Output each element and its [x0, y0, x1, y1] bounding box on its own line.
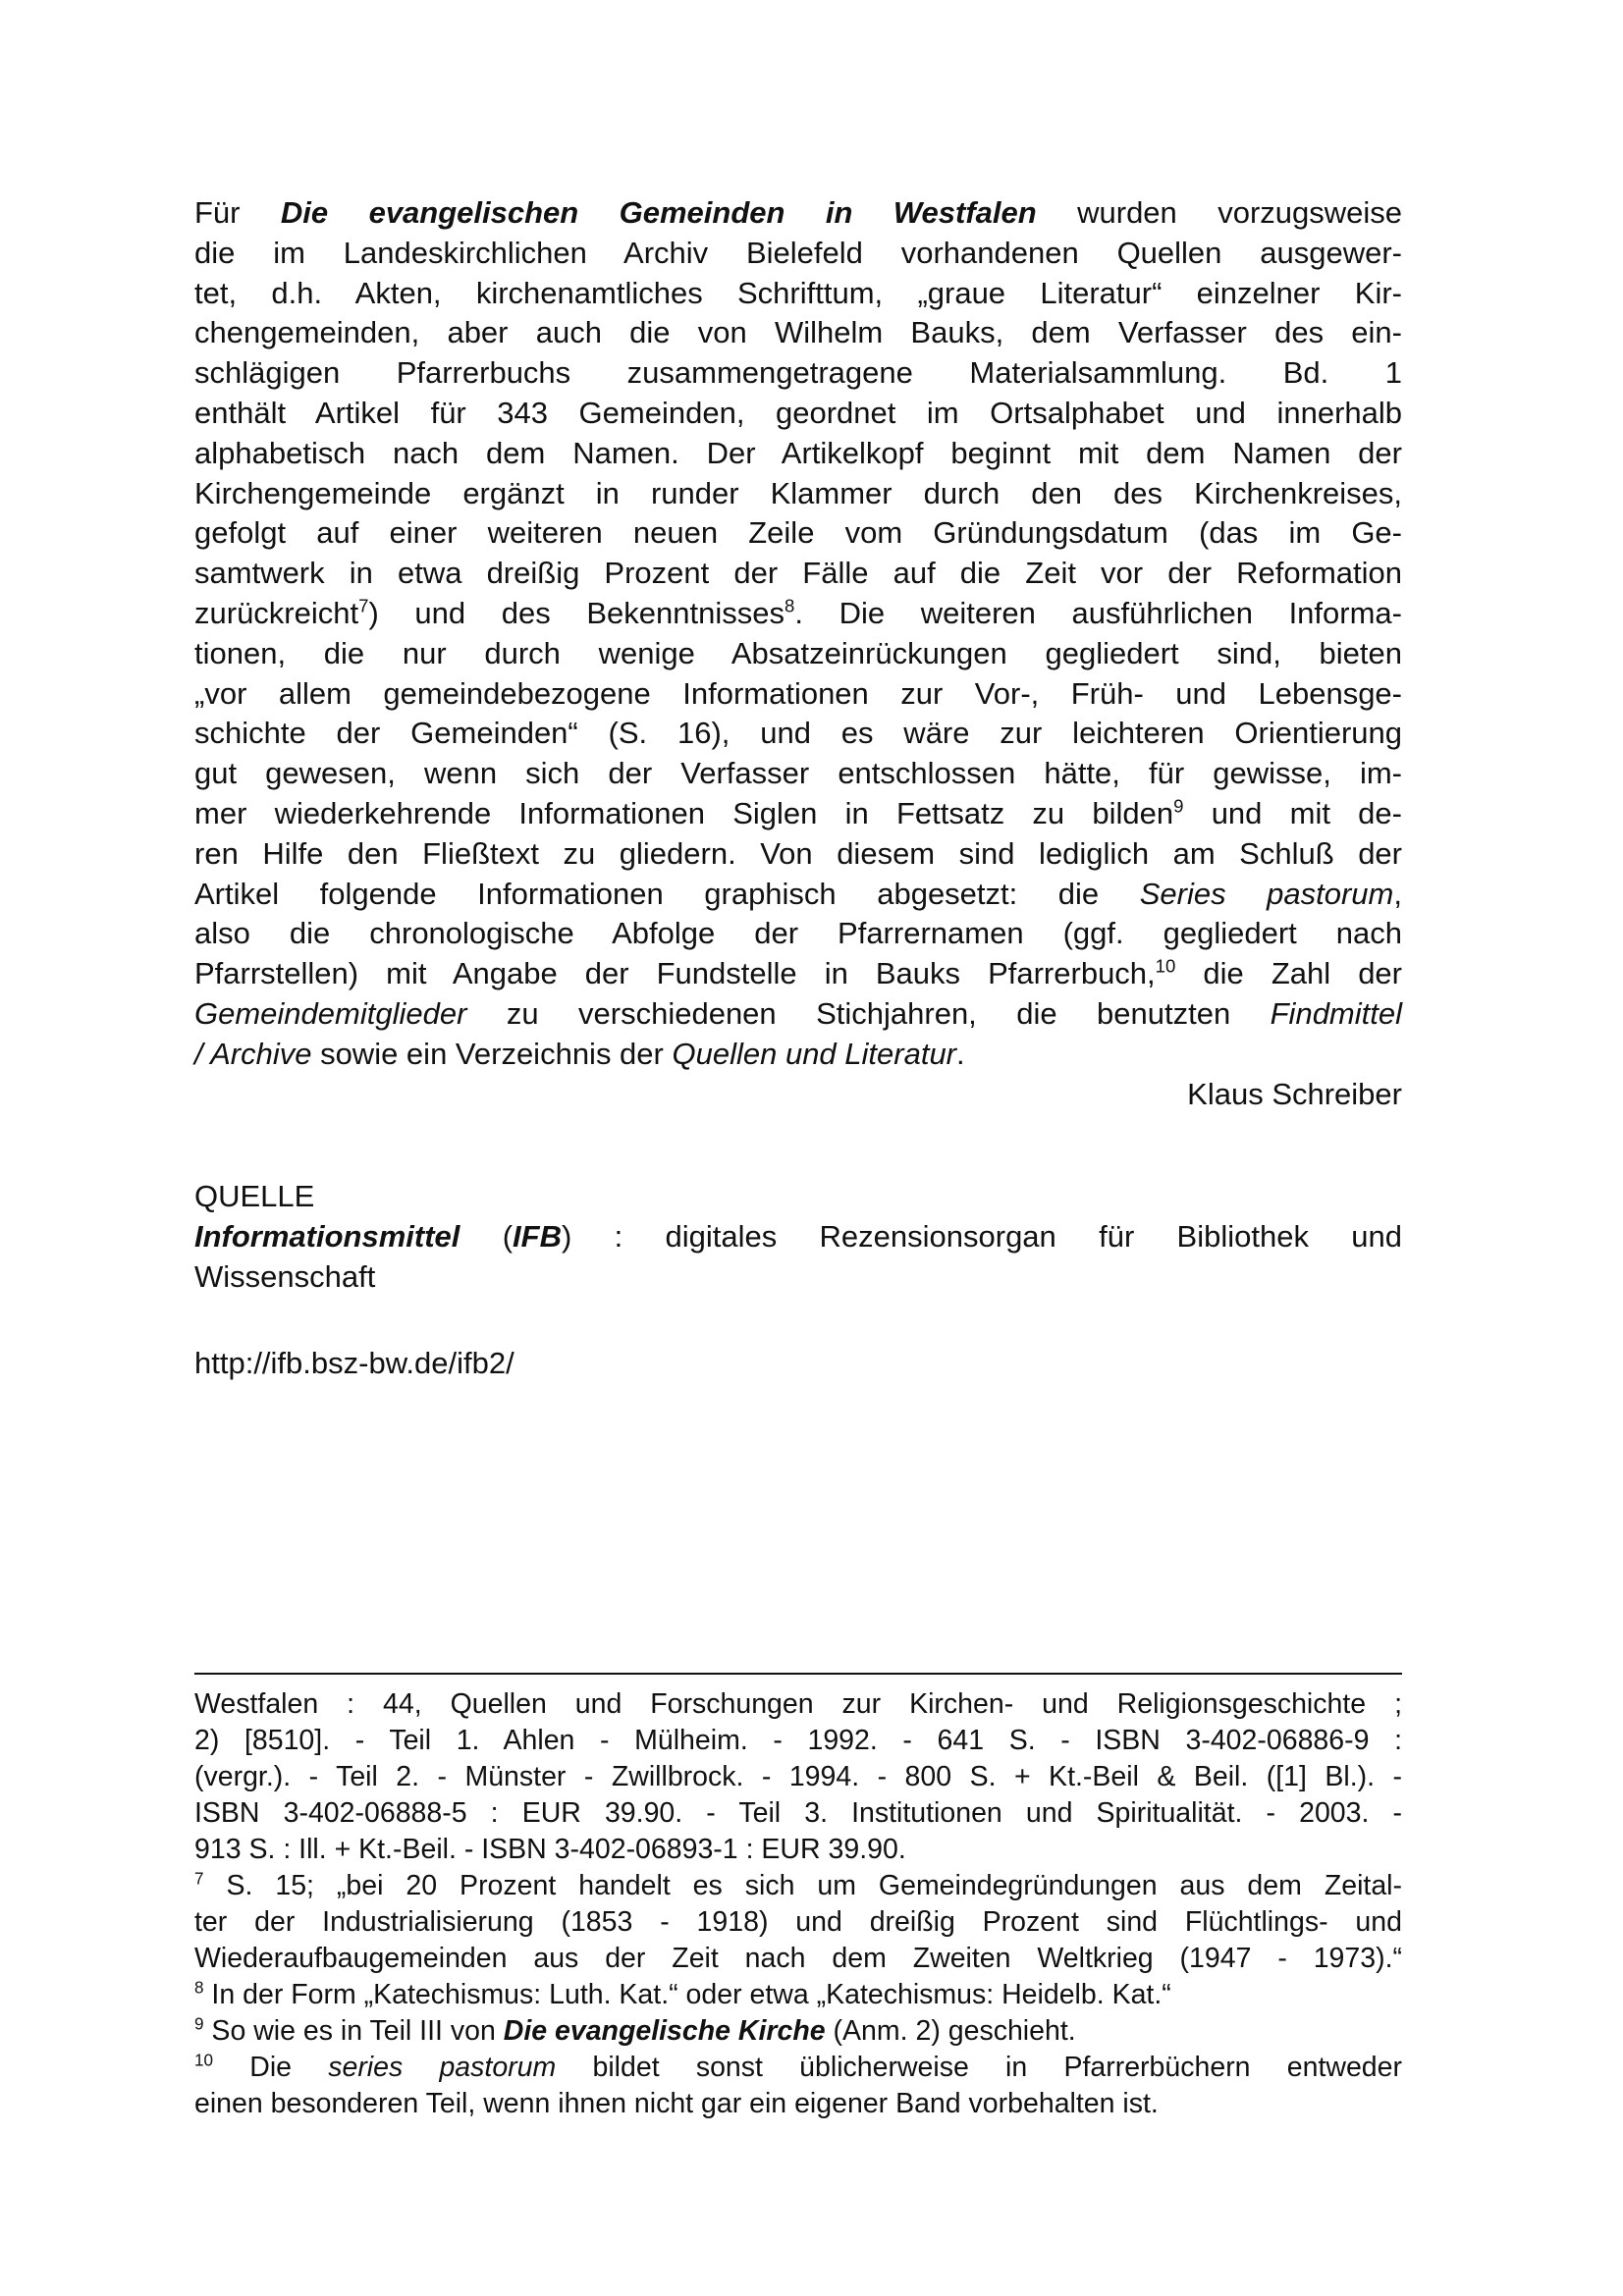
footnote-line — [194, 2013, 1402, 2050]
body-line — [194, 714, 1402, 754]
text-run: Artikel folgende Informationen graphisch abgesetzt: die — [194, 876, 1140, 911]
text-run: gefolgt auf einer weiteren neuen Zeile vom Gründungsdatum (das im Ge- — [194, 515, 1402, 551]
emphasis-text: Die evangelischen Gemeinden in Westfalen — [280, 195, 1037, 230]
body-line — [194, 754, 1402, 794]
emphasis-text: series pastorum — [328, 2052, 557, 2083]
text-run: und mit de- — [1183, 795, 1402, 830]
source-line-1 — [194, 1216, 1402, 1256]
text-run: ) und des Bekenntnisses — [368, 595, 784, 630]
review-body — [194, 193, 1402, 1114]
text-run: In der Form „Katechismus: Luth. Kat.“ oder etwa „Katechismus: Heidelb. Kat.“ — [203, 1979, 1171, 2010]
text-run: enthält Artikel für 343 Gemeinden, geordnet im Ortsalphabet und innerhalb — [194, 395, 1402, 430]
emphasis-text: Findmittel — [1270, 995, 1402, 1031]
text-run: mer wiederkehrende Informationen Siglen in Fettsatz zu bilden — [194, 795, 1174, 830]
text-run: „vor allem gemeindebezogene Informationen zur Vor-, Früh- und Lebensge- — [194, 675, 1402, 711]
text-run: tionen, die nur durch wenige Absatzeinrückungen gegliedert sind, bieten — [194, 635, 1402, 670]
text-run: Wiederaufbaugemeinden aus der Zeit nach dem Zweiten Weltkrieg (1947 - 1973).“ — [194, 1943, 1402, 1974]
text-run: Die — [213, 2052, 329, 2083]
footnote-line — [194, 1868, 1402, 1904]
body-line — [194, 794, 1402, 834]
emphasis-text: IFB — [513, 1219, 562, 1254]
emphasis-text: / Archive — [194, 1036, 312, 1071]
body-line — [194, 193, 1402, 234]
footnote-marker: 8 — [194, 1978, 204, 1998]
footnote-marker: 9 — [194, 2014, 204, 2034]
body-line — [194, 394, 1402, 434]
text-run: ( — [460, 1219, 514, 1254]
footnote-line — [194, 1904, 1402, 1941]
text-run: die Zahl der — [1175, 956, 1402, 991]
body-line — [194, 1035, 1402, 1075]
body-line — [194, 513, 1402, 554]
body-line — [194, 234, 1402, 274]
text-run: zu verschiedenen Stichjahren, die benutzten — [466, 995, 1271, 1031]
body-line — [194, 994, 1402, 1035]
body-line — [194, 434, 1402, 474]
text-run: 913 S. : Ill. + Kt.-Beil. - ISBN 3-402-06893-1 : EUR 39.90. — [194, 1834, 906, 1865]
text-run: ISBN 3-402-06888-5 : EUR 39.90. - Teil 3. Institutionen und Spiritualität. - 2003. - — [194, 1797, 1402, 1829]
body-line — [194, 554, 1402, 594]
text-run: , — [1393, 876, 1402, 911]
body-line — [194, 914, 1402, 954]
text-run: zurückreicht — [194, 595, 359, 630]
body-line — [194, 875, 1402, 915]
footnote-separator — [194, 1673, 1402, 1675]
emphasis-text: Informationsmittel — [194, 1219, 460, 1254]
emphasis-text: Quellen und Literatur — [672, 1036, 957, 1071]
text-run: chengemeinden, aber auch die von Wilhelm Bauks, dem Verfasser des ein- — [194, 315, 1402, 350]
source-line-2: Wissenschaft — [194, 1258, 376, 1294]
body-line — [194, 834, 1402, 875]
footnote-marker: 9 — [1173, 795, 1184, 817]
source-url[interactable]: http://ifb.bsz-bw.de/ifb2/ — [194, 1346, 514, 1380]
emphasis-text: Series pastorum — [1139, 876, 1394, 911]
source-heading: QUELLE — [194, 1179, 315, 1213]
body-line — [194, 313, 1402, 353]
footnote-marker: 10 — [194, 2051, 214, 2070]
text-run: . Die weiteren ausführlichen Informa- — [794, 595, 1402, 630]
text-run: sowie ein Verzeichnis der — [311, 1036, 673, 1071]
text-run: die im Landeskirchlichen Archiv Bielefeld vorhandenen Quellen ausgewer- — [194, 235, 1402, 270]
text-run: schichte der Gemeinden“ (S. 16), und es wäre zur leichteren Orientierung — [194, 716, 1402, 751]
footnote-line — [194, 1759, 1402, 1795]
text-run: ter der Industrialisierung (1853 - 1918) und dreißig Prozent sind Flüchtlings- und — [194, 1906, 1402, 1938]
text-run: Kirchengemeinde ergänzt in runder Klammer durch den des Kirchenkreises, — [194, 475, 1402, 510]
emphasis-text: Die evangelische Kirche — [503, 2015, 826, 2047]
body-line — [194, 353, 1402, 394]
body-line — [194, 634, 1402, 674]
footnote-line — [194, 1723, 1402, 1759]
text-run: So wie es in Teil III von — [203, 2015, 504, 2047]
text-run: schlägigen Pfarrerbuchs zusammengetragene Materialsammlung. Bd. 1 — [194, 355, 1402, 391]
footnote-line — [194, 1977, 1402, 2013]
emphasis-text: Gemeindemitglieder — [194, 995, 467, 1031]
source-citation — [194, 1216, 1402, 1297]
body-line — [194, 274, 1402, 314]
body-line — [194, 594, 1402, 634]
footnote-marker: 7 — [358, 595, 369, 616]
body-line — [194, 474, 1402, 514]
footnote-marker: 10 — [1155, 955, 1176, 977]
text-run: samtwerk in etwa dreißig Prozent der Fälle auf die Zeit vor der Reformation — [194, 556, 1402, 591]
text-run: ren Hilfe den Fließtext zu gliedern. Von diesem sind lediglich am Schluß der — [194, 835, 1402, 871]
source-block — [194, 1176, 1402, 1216]
footnote-line — [194, 2050, 1402, 2086]
text-run: ) : digitales Rezensionsorgan für Bibliothek und — [561, 1219, 1402, 1254]
text-run: bildet sonst üblicherweise in Pfarrerbüchern entweder — [556, 2052, 1402, 2083]
text-run: tet, d.h. Akten, kirchenamtliches Schrifttum, „graue Literatur“ einzelner Kir- — [194, 275, 1402, 310]
footnote-marker: 8 — [784, 595, 795, 616]
text-run: (Anm. 2) geschieht. — [825, 2015, 1076, 2047]
footnote-line — [194, 1795, 1402, 1832]
body-line — [194, 954, 1402, 994]
text-run: (vergr.). - Teil 2. - Münster - Zwillbrock. - 1994. - 800 S. + Kt.-Beil & Beil. ([1] Bl.). - — [194, 1761, 1402, 1792]
footnote-line — [194, 2086, 1402, 2122]
text-run: 2) [8510]. - Teil 1. Ahlen - Mülheim. - 1992. - 641 S. - ISBN 3-402-06886-9 : — [194, 1725, 1402, 1756]
text-run: gut gewesen, wenn sich der Verfasser entschlossen hätte, für gewisse, im- — [194, 756, 1402, 791]
text-run: Für — [194, 195, 281, 230]
text-run: alphabetisch nach dem Namen. Der Artikelkopf beginnt mit dem Namen der — [194, 435, 1402, 470]
footnote-line — [194, 1832, 1402, 1868]
text-run: einen besonderen Teil, wenn ihnen nicht gar ein eigener Band vorbehalten ist. — [194, 2088, 1159, 2119]
author-name: Klaus Schreiber — [1187, 1076, 1402, 1111]
body-line — [194, 674, 1402, 715]
footnote-line — [194, 1941, 1402, 1977]
text-run: Westfalen : 44, Quellen und Forschungen zur Kirchen- und Religionsgeschichte ; — [194, 1688, 1402, 1720]
footnotes — [194, 1686, 1402, 2122]
footnote-line — [194, 1686, 1402, 1723]
text-run: wurden vorzugsweise — [1036, 195, 1403, 230]
text-run: S. 15; „bei 20 Prozent handelt es sich um Gemeindegründungen aus dem Zeital- — [203, 1870, 1402, 1901]
text-run: . — [956, 1036, 965, 1071]
text-run: also die chronologische Abfolge der Pfarrernamen (ggf. gegliedert nach — [194, 916, 1402, 951]
footnote-marker: 7 — [194, 1869, 204, 1889]
text-run: Pfarrstellen) mit Angabe der Fundstelle in Bauks Pfarrerbuch, — [194, 956, 1156, 991]
